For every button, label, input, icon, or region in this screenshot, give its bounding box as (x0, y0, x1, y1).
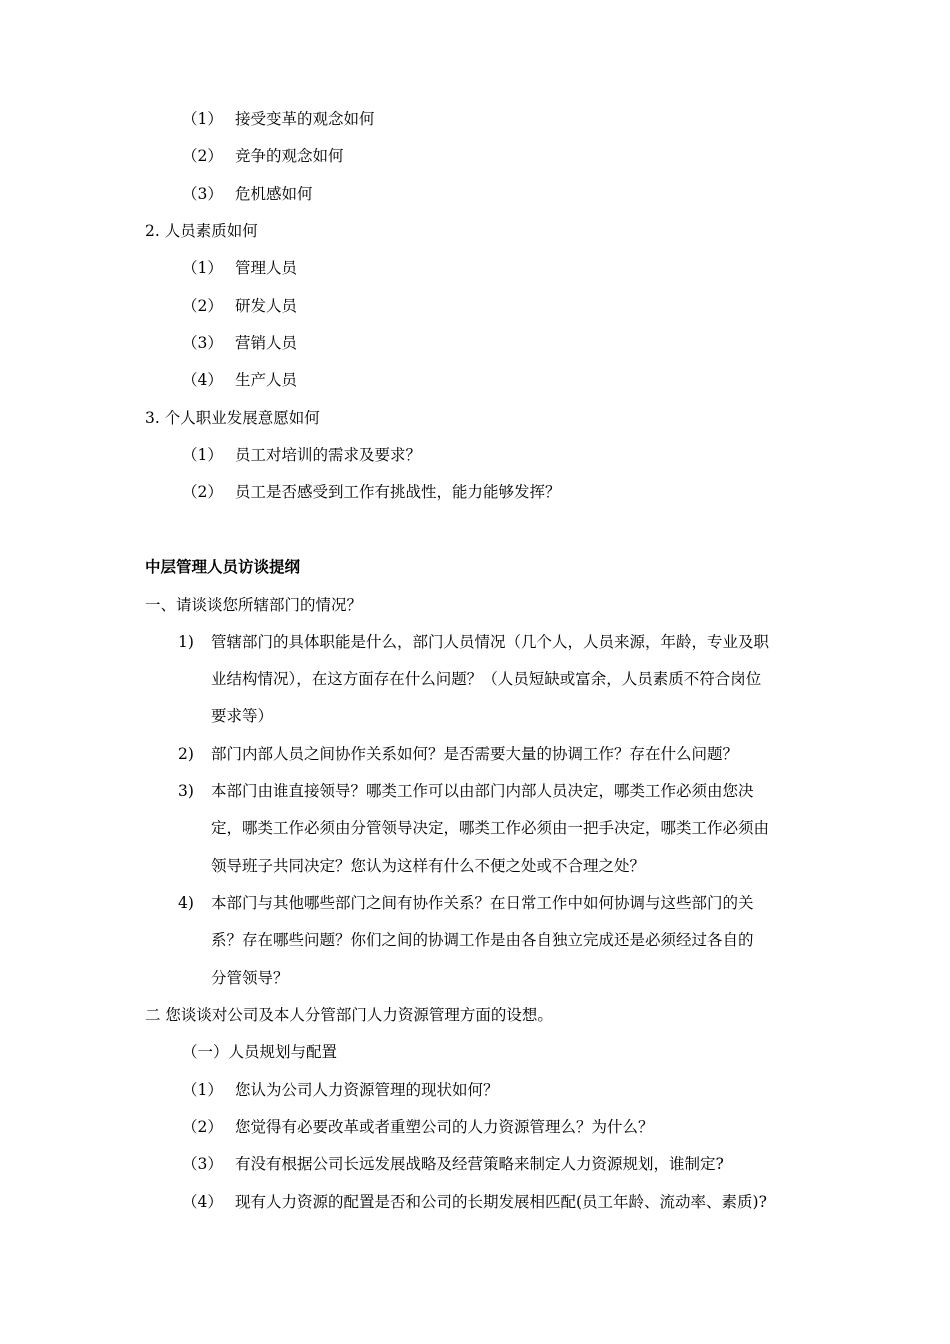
question-heading-2: 二 您谈谈对公司及本人分管部门人力资源管理方面的设想。 (145, 1006, 553, 1024)
list-item-number: （3） (182, 185, 223, 203)
list-item-text: 营销人员 (235, 334, 298, 352)
list-item-text: 竞争的观念如何 (235, 147, 344, 165)
list-item-number: 1) (178, 633, 194, 651)
list-item-number: （2） (182, 1118, 223, 1136)
list-item-number: （2） (182, 297, 223, 315)
list-item-number: （1） (182, 446, 223, 464)
list-item-text: 管辖部门的具体职能是什么，部门人员情况（几个人，人员来源，年龄，专业及职 (211, 633, 770, 651)
list-item-text: 部门内部人员之间协作关系如何？是否需要大量的协调工作？存在什么问题？ (211, 745, 739, 763)
list-item-text: 本部门与其他哪些部门之间有协作关系？在日常工作中如何协调与这些部门的关 (211, 894, 754, 912)
list-item-number: 2) (178, 745, 194, 763)
list-item-number: （4） (182, 1193, 223, 1211)
section-heading-2: 2. 人员素质如何 (145, 222, 258, 240)
list-item-text: 定，哪类工作必须由分管领导决定，哪类工作必须由一把手决定，哪类工作必须由 (211, 819, 770, 837)
list-item-number: （3） (182, 1155, 223, 1173)
list-item-text: 现有人力资源的配置是否和公司的长期发展相匹配(员工年龄、流动率、素质)? (235, 1193, 767, 1211)
list-item-number: 3) (178, 782, 194, 800)
list-item-text: 业结构情况），在这方面存在什么问题？（人员短缺或富余，人员素质不符合岗位 (211, 670, 762, 688)
list-item-number: （4） (182, 371, 223, 389)
list-item-text: 系？存在哪些问题？你们之间的协调工作是由各自独立完成还是必须经过各自的 (211, 931, 754, 949)
list-item-text: 危机感如何 (235, 185, 313, 203)
list-item-number: （1） (182, 110, 223, 128)
section-heading-3: 3. 个人职业发展意愿如何 (145, 409, 320, 427)
list-item-text: 员工是否感受到工作有挑战性，能力能够发挥？ (235, 483, 561, 501)
question-heading-1: 一、请谈谈您所辖部门的情况？ (145, 596, 363, 614)
list-item-text: 领导班子共同决定？您认为这样有什么不便之处或不合理之处？ (211, 857, 646, 875)
list-item-text: 员工对培训的需求及要求？ (235, 446, 422, 464)
list-item-number: （3） (182, 334, 223, 352)
list-item-text: 研发人员 (235, 297, 298, 315)
list-item-text: 生产人员 (235, 371, 298, 389)
list-item-text: 您认为公司人力资源管理的现状如何？ (235, 1081, 499, 1099)
subsection-heading: （一）人员规划与配置 (182, 1043, 338, 1061)
document-title: 中层管理人员访谈提纲 (145, 558, 301, 576)
list-item-text: 管理人员 (235, 259, 298, 277)
list-item-text: 本部门由谁直接领导？哪类工作可以由部门内部人员决定，哪类工作必须由您决 (211, 782, 754, 800)
list-item-text: 要求等） (211, 707, 274, 725)
list-item-number: （1） (182, 1081, 223, 1099)
list-item-text: 您觉得有必要改革或者重塑公司的人力资源管理么？为什么？ (235, 1118, 654, 1136)
list-item-text: 接受变革的观念如何 (235, 110, 375, 128)
list-item-number: （1） (182, 259, 223, 277)
list-item-number: （2） (182, 147, 223, 165)
list-item-number: 4) (178, 894, 194, 912)
list-item-text: 有没有根据公司长远发展战略及经营策略来制定人力资源规划，谁制定? (235, 1155, 724, 1173)
list-item-number: （2） (182, 483, 223, 501)
list-item-text: 分管领导？ (211, 969, 289, 987)
